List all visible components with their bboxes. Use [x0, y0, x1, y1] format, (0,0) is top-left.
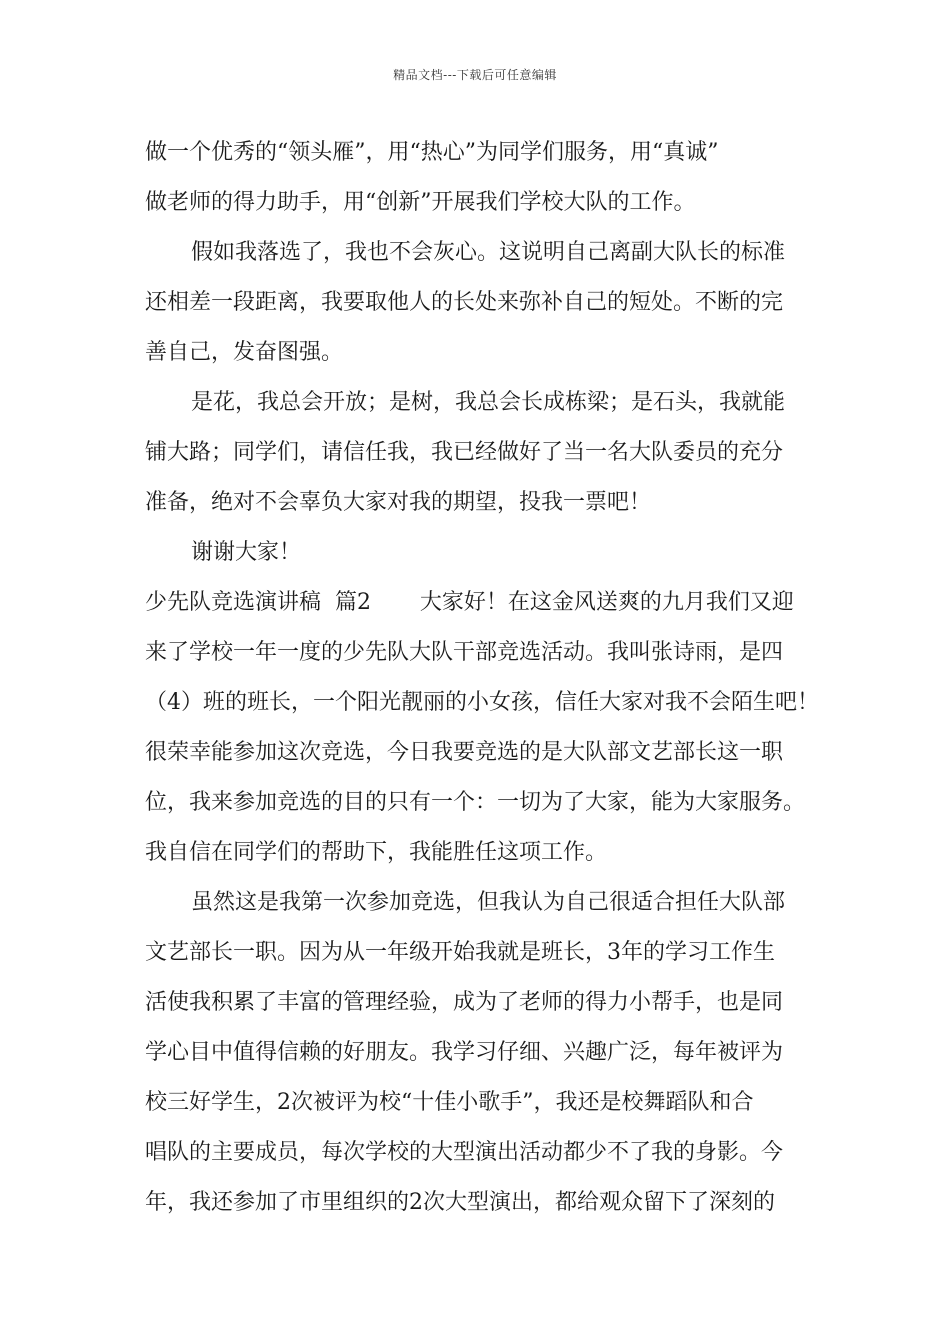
- text-line: 做一个优秀的“领头雁”，用“热心”为同学们服务，用“真诚”: [145, 140, 719, 165]
- text-line: 学心目中值得信赖的好朋友。我学习仔细、兴趣广泛，每年被评为: [145, 1040, 784, 1065]
- text-line: 年，我还参加了市里组织的2次大型演出，都给观众留下了深刻的: [145, 1190, 775, 1215]
- text-line: 位，我来参加竞选的目的只有一个：一切为了大家，能为大家服务。: [145, 790, 806, 815]
- page-header: 精品文档---下载后可任意编辑: [393, 68, 557, 82]
- text-line: 我自信在同学们的帮助下，我能胜任这项工作。: [145, 840, 608, 865]
- text-line: 铺大路；同学们，请信任我，我已经做好了当一名大队委员的充分: [145, 440, 784, 465]
- text-line: 虽然这是我第一次参加竞选，但我认为自己很适合担任大队部: [191, 890, 786, 915]
- text-line: 校三好学生，2次被评为校“十佳小歌手”，我还是校舞蹈队和合: [145, 1090, 754, 1115]
- text-line: 文艺部长一职。因为从一年级开始我就是班长，3年的学习工作生: [145, 940, 775, 965]
- text-line: 来了学校一年一度的少先队大队干部竞选活动。我叫张诗雨，是四: [145, 640, 784, 665]
- section-heading-line: 少先队竞选演讲稿 篇2 大家好！在这金风送爽的九月我们又迎: [145, 590, 794, 615]
- text-line: 活使我积累了丰富的管理经验，成为了老师的得力小帮手，也是同: [145, 990, 784, 1015]
- text-line: 唱队的主要成员，每次学校的大型演出活动都少不了我的身影。今: [145, 1140, 784, 1165]
- text-line: 准备，绝对不会辜负大家对我的期望，投我一票吧！: [145, 490, 652, 515]
- text-line: 假如我落选了，我也不会灰心。这说明自己离副大队长的标准: [191, 240, 786, 265]
- document-body: [145, 128, 819, 1228]
- text-line: 还相差一段距离，我要取他人的长处来弥补自己的短处。不断的完: [145, 290, 784, 315]
- text-line: 很荣幸能参加这次竞选，今日我要竞选的是大队部文艺部长这一职: [145, 740, 784, 765]
- text-line: 谢谢大家！: [191, 540, 302, 565]
- text-line: （4）班的班长，一个阳光靓丽的小女孩，信任大家对我不会陌生吧！: [145, 690, 819, 715]
- text-line: 做老师的得力助手，用“创新”开展我们学校大队的工作。: [145, 190, 696, 215]
- text-line: 善自己，发奋图强。: [145, 340, 344, 365]
- text-line: 是花，我总会开放；是树，我总会长成栋梁；是石头，我就能: [191, 390, 786, 415]
